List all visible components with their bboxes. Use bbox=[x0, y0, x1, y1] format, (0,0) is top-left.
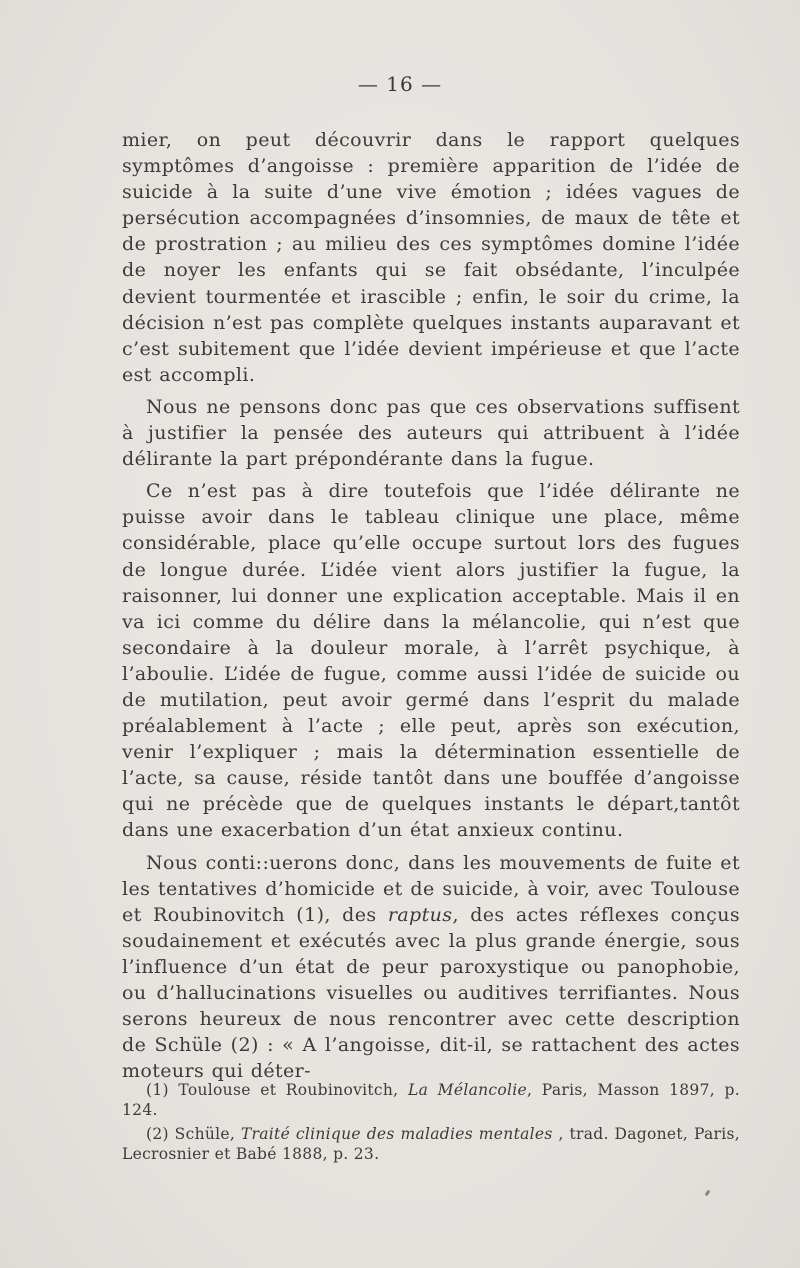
footnote-1-author: (1) Toulouse et Roubinovitch, bbox=[146, 1081, 408, 1099]
footnote-2-author: (2) Schüle, bbox=[146, 1125, 241, 1143]
footnote-2-details: , trad. Dagonet, Paris, Lecrosnier et Babé 1888, p. 23. bbox=[122, 1125, 740, 1163]
footnote-2-title: Traité clinique des maladies mentales bbox=[240, 1125, 553, 1143]
paragraph-1: mier, on peut découvrir dans le rapport quelques symptômes d’angoisse : première apparition de l’idée de suicide à la suite d’une vive émotion ; idées vagues de persécution accompagnées d’insomnies, de maux de tête et de prostration ; au milieu des ces symptômes domine l’idée de noyer les enfants qui se fait obsédante, l’inculpée devient tourmentée et irascible ; enfin, le soir du crime, la décision n’est pas complète quelques instants auparavant et c’est subitement que l’idée devient impérieuse et que l’acte est accompli. bbox=[122, 129, 740, 386]
paragraph-4-text-start: Nous conti::uerons donc, dans les mouvements de fuite et les tentatives d’homicide et de suicide, à voir, avec Toulouse et Roubinovitch (1), des bbox=[122, 851, 740, 926]
body-text bbox=[122, 127, 740, 1090]
paragraph-4-italic-term: raptus bbox=[387, 903, 453, 926]
footnote-1-details: , Paris, Masson 1897, p. 124. bbox=[122, 1081, 740, 1119]
paragraph-2: Nous ne pensons donc pas que ces observations suffisent à justifier la pensée des auteurs qui attribuent à l’idée délirante la part prépondérante dans la fugue. bbox=[122, 395, 740, 471]
paragraph-3: Ce n’est pas à dire toutefois que l’idée délirante ne puisse avoir dans le tableau clinique une place, même considérable, place qu’elle occupe surtout lors des fugues de longue durée. L’idée vient alors justifier la fugue, la raisonner, lui donner une explication acceptable. Mais il en va ici comme du délire dans la mélancolie, qui n’est que secondaire à la douleur morale, à l’arrêt psychique, à l’aboulie. L’idée de fugue, comme aussi l’idée de suicide ou de mutilation, peut avoir germé dans l’esprit du malade préalablement à l’acte ; elle peut, après son exécution, venir l’expliquer ; mais la détermination essentielle de l’acte, sa cause, réside tantôt dans une bouffée d’angoisse qui ne précède que de quelques instants le départ,tantôt dans une exacerbation d’un état anxieux continu. bbox=[122, 480, 740, 842]
paragraph-4 bbox=[122, 850, 740, 1085]
paper-speck bbox=[705, 1190, 711, 1197]
page-number: — 16 — bbox=[357, 72, 443, 96]
footnotes bbox=[122, 1080, 740, 1168]
footnote-2 bbox=[122, 1124, 740, 1164]
paragraph-4-text-end: , des actes réflexes conçus soudainement et exécutés avec la plus grande énergie, sous l’influence d’un état de peur paroxystique ou panophobie, ou d’hallucinations visuelles ou auditives terrifiantes. Nous serons heureux de nous rencontrer avec cette description de Schüle (2) : « A l’angoisse, dit-il, se rattachent des actes moteurs qui déter- bbox=[122, 903, 741, 1083]
footnote-1 bbox=[122, 1080, 740, 1120]
footnote-1-title: La Mélancolie bbox=[407, 1081, 528, 1099]
